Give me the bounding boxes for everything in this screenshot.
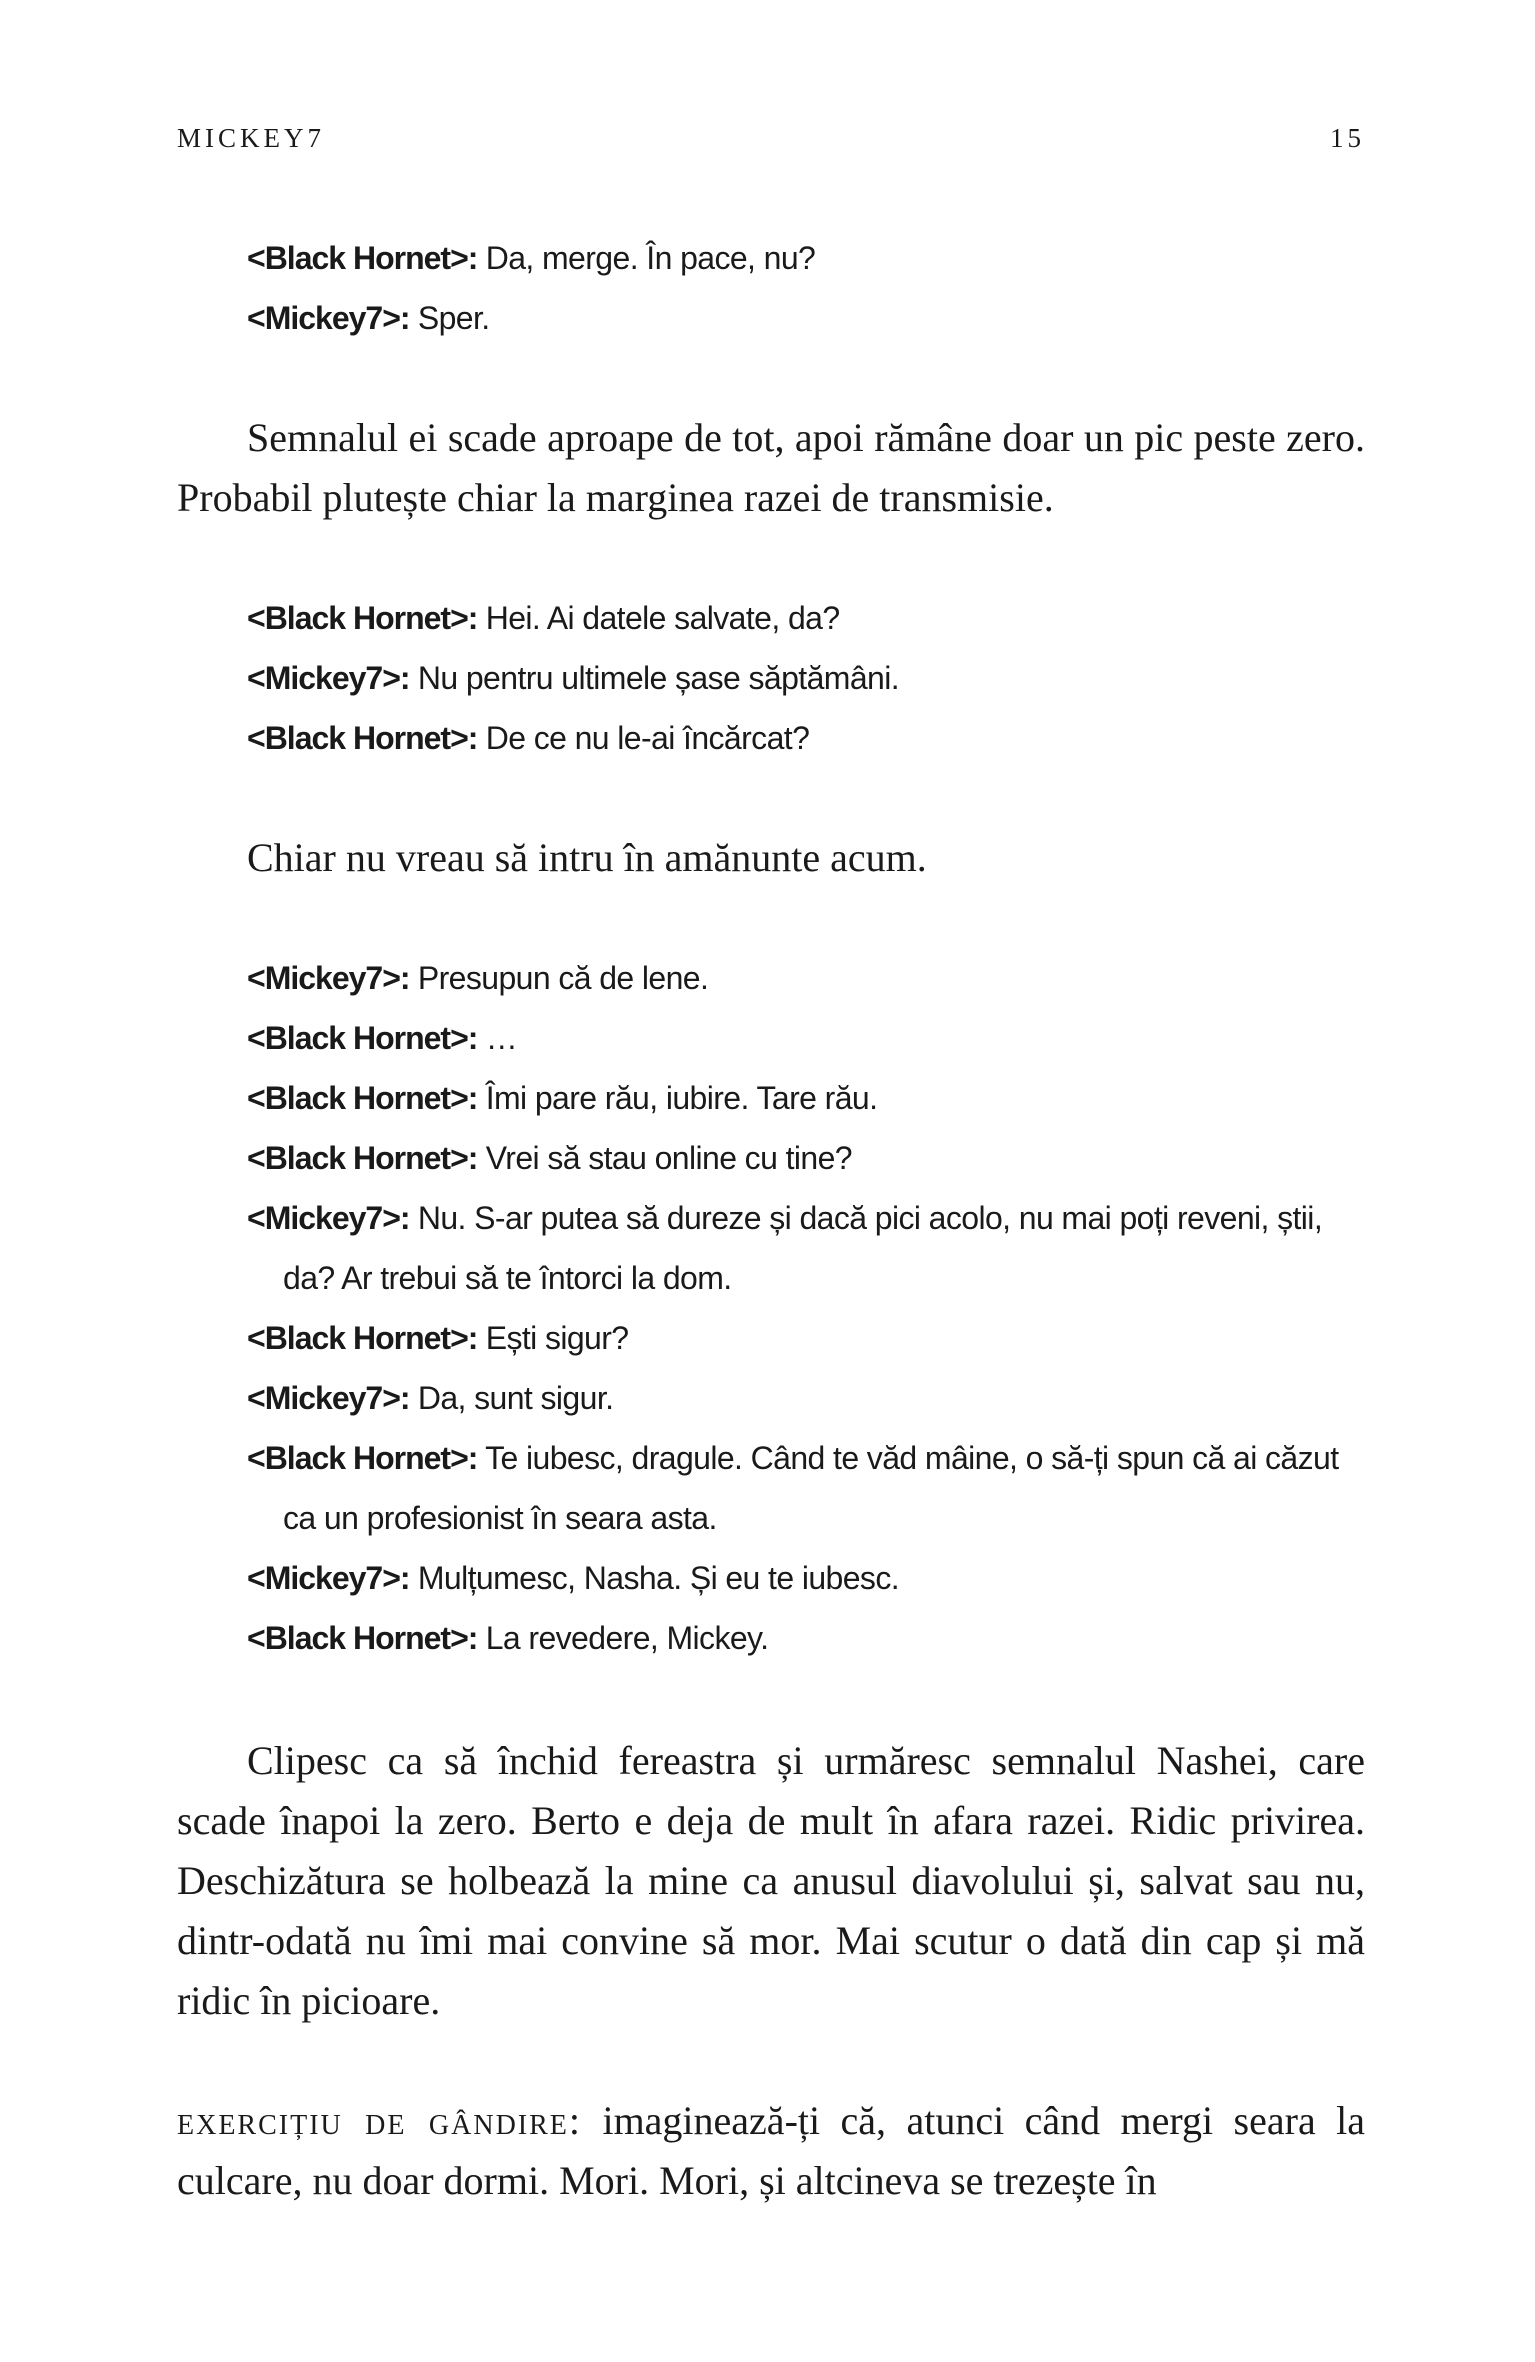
message: Vrei să stau online cu tine? xyxy=(477,1140,852,1176)
running-title: MICKEY7 xyxy=(177,123,325,153)
message: La revedere, Mickey. xyxy=(477,1620,769,1656)
chat-line xyxy=(247,1068,1365,1128)
chat-line xyxy=(247,288,1365,348)
speaker: <Black Hornet>: xyxy=(247,1140,478,1176)
speaker: <Black Hornet>: xyxy=(247,1440,478,1476)
message: Ești sigur? xyxy=(477,1320,629,1356)
speaker: <Black Hornet>: xyxy=(247,1320,478,1356)
speaker: <Black Hornet>: xyxy=(247,1080,478,1116)
chat-line xyxy=(247,1188,1365,1308)
message: Îmi pare rău, iubire. Tare rău. xyxy=(477,1080,878,1116)
paragraph-text: Clipesc ca să închid fereastra și urmăresc semnalul Nashei, care scade înapoi la zero. Berto e deja de mult în afara razei. Ridic privirea. Deschizătura se holbează la mine ca anusul diavolului și, salvat sau nu, dintr-odată nu îmi mai convine să mor. Mai scutur o dată din cap și mă ridic în picioare. xyxy=(177,1738,1365,2023)
message: Nu pentru ultimele șase săptămâni. xyxy=(409,660,900,696)
speaker: <Black Hornet>: xyxy=(247,600,478,636)
chat-line xyxy=(247,648,1365,708)
chat-line xyxy=(247,1608,1365,1668)
speaker: <Black Hornet>: xyxy=(247,240,478,276)
message: Te iubesc, dragule. Când te văd mâine, o să-ți spun că ai căzut ca un profesionist în seara asta. xyxy=(283,1440,1339,1536)
message: Nu. S-ar putea să dureze și dacă pici acolo, nu mai poți reveni, știi, da? Ar trebui să te întorci la dom. xyxy=(283,1200,1323,1296)
message: Sper. xyxy=(409,300,490,336)
chat-block-3 xyxy=(247,948,1365,1668)
speaker: <Mickey7>: xyxy=(247,960,410,996)
chat-line xyxy=(247,948,1365,1008)
speaker: <Mickey7>: xyxy=(247,1560,410,1596)
paragraph-4 xyxy=(177,2091,1365,2211)
speaker: <Mickey7>: xyxy=(247,660,410,696)
chat-line xyxy=(247,1368,1365,1428)
chat-line xyxy=(247,1128,1365,1188)
chat-line xyxy=(247,588,1365,648)
message: Hei. Ai datele salvate, da? xyxy=(477,600,840,636)
speaker: <Mickey7>: xyxy=(247,1200,410,1236)
chat-line xyxy=(247,1428,1365,1548)
section-lead: exercițiu de gândire: xyxy=(177,2098,583,2143)
page-number: 15 xyxy=(1330,123,1365,153)
message: … xyxy=(477,1020,518,1056)
speaker: <Black Hornet>: xyxy=(247,720,478,756)
message: Presupun că de lene. xyxy=(409,960,709,996)
chat-line xyxy=(247,1548,1365,1608)
message: Da, sunt sigur. xyxy=(409,1380,614,1416)
paragraph-3 xyxy=(177,1731,1365,2031)
chat-line xyxy=(247,708,1365,768)
chat-line xyxy=(247,228,1365,288)
paragraph-body: imaginează-ți că, atunci când mergi seara la culcare, nu doar dormi. Mori. Mori, și altcineva se trezește în xyxy=(177,2098,1365,2203)
chat-line xyxy=(247,1308,1365,1368)
chat-block-2 xyxy=(247,588,1365,768)
paragraph-text: Chiar nu vreau să intru în amănunte acum. xyxy=(247,835,927,880)
chat-block-1 xyxy=(247,228,1365,348)
message: Da, merge. În pace, nu? xyxy=(477,240,816,276)
paragraph-text xyxy=(177,2091,1365,2211)
paragraph-1 xyxy=(177,408,1365,528)
chat-line xyxy=(247,1008,1365,1068)
speaker: <Black Hornet>: xyxy=(247,1020,478,1056)
speaker: <Mickey7>: xyxy=(247,300,410,336)
speaker: <Mickey7>: xyxy=(247,1380,410,1416)
paragraph-2 xyxy=(177,828,1365,888)
message: De ce nu le-ai încărcat? xyxy=(477,720,810,756)
speaker: <Black Hornet>: xyxy=(247,1620,478,1656)
paragraph-text: Semnalul ei scade aproape de tot, apoi rămâne doar un pic peste zero. Probabil plutește chiar la marginea razei de transmisie. xyxy=(177,415,1365,520)
message: Mulțumesc, Nasha. Și eu te iubesc. xyxy=(409,1560,900,1596)
